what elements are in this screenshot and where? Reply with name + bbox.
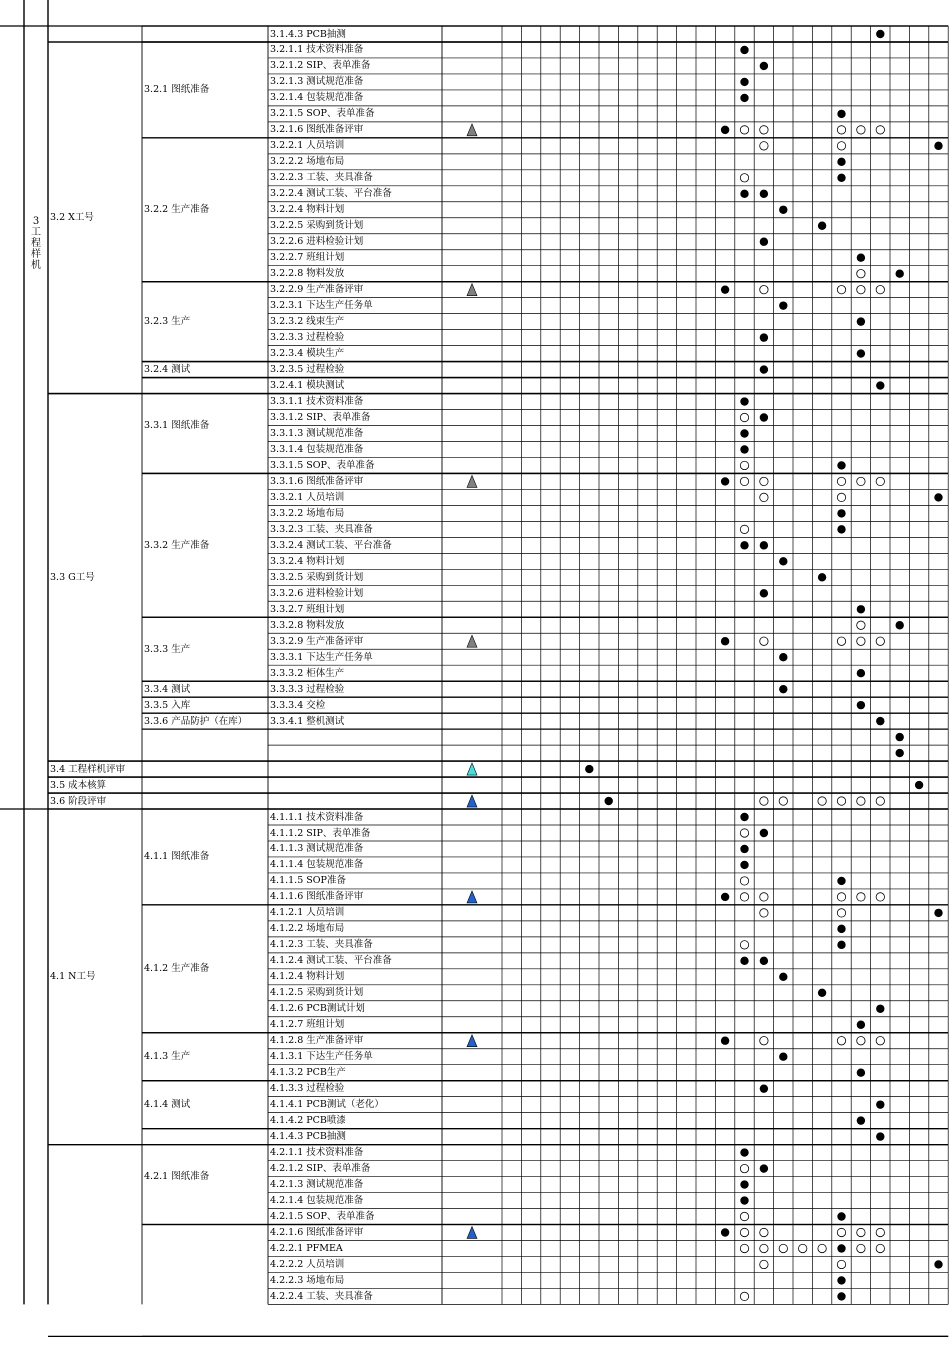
filled-dot-icon (837, 1292, 845, 1300)
filled-dot-icon (837, 110, 845, 118)
hollow-dot-icon (779, 797, 787, 805)
milestone-triangle-icon (467, 763, 477, 775)
level3-label: 3.2.1 图纸准备 (144, 84, 210, 96)
task-label: 3.3.2.7 班组计划 (270, 603, 345, 615)
filled-dot-icon (721, 893, 729, 901)
group-label: 3 工 程 样 机 (31, 216, 41, 271)
level2-label: 3.5 成本核算 (50, 779, 107, 791)
filled-dot-icon (740, 445, 748, 453)
hollow-dot-icon (740, 1228, 748, 1236)
task-label: 4.1.4.2 PCB喷漆 (270, 1115, 346, 1127)
filled-dot-icon (760, 829, 768, 837)
hollow-dot-icon (857, 1228, 865, 1236)
hollow-dot-icon (740, 126, 748, 134)
task-label: 4.2.1.3 测试规范准备 (270, 1179, 364, 1191)
filled-dot-icon (837, 877, 845, 885)
filled-dot-icon (779, 557, 787, 565)
task-label: 4.1.3.2 PCB生产 (270, 1067, 346, 1079)
task-label: 3.3.1.6 图纸准备评审 (270, 475, 364, 487)
hollow-dot-icon (876, 1037, 884, 1045)
filled-dot-icon (721, 285, 729, 293)
task-label: 3.3.1.1 技术资料准备 (270, 396, 364, 408)
hollow-dot-icon (818, 797, 826, 805)
task-label: 3.3.2.5 采购到货计划 (270, 571, 364, 583)
task-label: 3.2.4.1 模块测试 (270, 380, 345, 392)
hollow-dot-icon (837, 1228, 845, 1236)
hollow-dot-icon (818, 1244, 826, 1252)
hollow-dot-icon (876, 1228, 884, 1236)
task-label: 4.2.1.1 技术资料准备 (270, 1147, 364, 1159)
filled-dot-icon (760, 589, 768, 597)
task-label: 3.2.1.2 SIP、表单准备 (270, 60, 371, 72)
task-label: 3.2.3.1 下达生产任务单 (270, 300, 373, 312)
task-label: 3.3.2.4 物料计划 (270, 555, 345, 567)
filled-dot-icon (721, 126, 729, 134)
task-label: 4.2.1.4 包装规范准备 (270, 1195, 364, 1207)
milestone-triangle-icon (467, 891, 477, 903)
task-label: 4.2.2.4 工装、夹具准备 (270, 1290, 373, 1302)
milestone-triangle-icon (467, 284, 477, 296)
task-label: 4.2.2.3 场地布局 (270, 1274, 345, 1286)
task-label: 3.2.2.7 班组计划 (270, 252, 345, 264)
task-label: 4.1.3.3 过程检验 (270, 1083, 345, 1095)
hollow-dot-icon (837, 909, 845, 917)
task-label: 3.2.2.4 物料计划 (270, 204, 345, 216)
level3-label: 3.3.4 测试 (144, 683, 191, 695)
milestone-triangle-icon (467, 1035, 477, 1047)
level2-label: 3.2 X工号 (50, 212, 94, 224)
filled-dot-icon (760, 190, 768, 198)
hollow-dot-icon (760, 1260, 768, 1268)
filled-dot-icon (857, 349, 865, 357)
task-label: 4.1.1.4 包装规范准备 (270, 859, 364, 871)
level3-label: 4.1.3 生产 (144, 1051, 191, 1063)
hollow-dot-icon (740, 829, 748, 837)
filled-dot-icon (740, 78, 748, 86)
hollow-dot-icon (740, 1244, 748, 1252)
filled-dot-icon (818, 573, 826, 581)
task-label: 3.3.2.8 物料发放 (270, 619, 345, 631)
hollow-dot-icon (857, 1037, 865, 1045)
filled-dot-icon (837, 925, 845, 933)
filled-dot-icon (740, 46, 748, 54)
task-label: 3.2.3.5 过程检验 (270, 364, 345, 376)
filled-dot-icon (818, 989, 826, 997)
hollow-dot-icon (837, 493, 845, 501)
filled-dot-icon (721, 1037, 729, 1045)
task-label: 4.1.2.8 生产准备评审 (270, 1035, 364, 1047)
level2-label: 3.3 G工号 (50, 571, 95, 583)
task-label: 4.1.4.1 PCB测试（老化） (270, 1099, 384, 1111)
hollow-dot-icon (876, 126, 884, 134)
task-label: 4.1.2.4 测试工装、平台准备 (270, 955, 392, 967)
task-label: 3.2.1.1 技术资料准备 (270, 44, 364, 56)
filled-dot-icon (837, 1212, 845, 1220)
filled-dot-icon (779, 206, 787, 214)
hollow-dot-icon (760, 126, 768, 134)
task-label: 3.3.1.5 SOP、表单准备 (270, 459, 375, 471)
task-label: 4.1.2.4 物料计划 (270, 971, 345, 983)
filled-dot-icon (837, 1276, 845, 1284)
hollow-dot-icon (837, 893, 845, 901)
task-label: 3.2.1.6 图纸准备评审 (270, 124, 364, 136)
task-label: 4.2.1.5 SOP、表单准备 (270, 1211, 375, 1223)
level3-label: 3.3.3 生产 (144, 643, 191, 655)
task-label: 4.1.4.3 PCB抽测 (270, 1131, 346, 1143)
task-label: 3.2.2.6 进料检验计划 (270, 236, 364, 248)
filled-dot-icon (857, 1021, 865, 1029)
task-label: 3.2.3.3 过程检验 (270, 332, 345, 344)
milestone-triangle-icon (467, 635, 477, 647)
hollow-dot-icon (740, 477, 748, 485)
filled-dot-icon (605, 797, 613, 805)
task-label: 3.1.4.3 PCB抽测 (270, 28, 346, 40)
task-label: 3.2.2.1 人员培训 (270, 140, 345, 152)
task-label: 3.2.1.4 包装规范准备 (270, 92, 364, 104)
filled-dot-icon (740, 861, 748, 869)
level3-label: 3.3.5 入库 (144, 699, 191, 711)
hollow-dot-icon (837, 477, 845, 485)
filled-dot-icon (896, 621, 904, 629)
level3-label: 3.3.1 图纸准备 (144, 420, 210, 431)
filled-dot-icon (760, 541, 768, 549)
task-label: 3.3.2.9 生产准备评审 (270, 635, 364, 647)
hollow-dot-icon (876, 1244, 884, 1252)
level3-label: 3.2.4 测试 (144, 364, 191, 376)
hollow-dot-icon (857, 637, 865, 645)
hollow-dot-icon (857, 797, 865, 805)
filled-dot-icon (740, 429, 748, 437)
filled-dot-icon (740, 190, 748, 198)
task-label: 3.2.2.5 采购到货计划 (270, 220, 364, 232)
filled-dot-icon (857, 317, 865, 325)
filled-dot-icon (896, 733, 904, 741)
milestone-triangle-icon (467, 475, 477, 487)
task-label: 3.2.2.3 工装、夹具准备 (270, 172, 373, 184)
task-label: 4.1.2.1 人员培训 (270, 907, 345, 919)
hollow-dot-icon (837, 797, 845, 805)
task-label: 4.1.1.1 技术资料准备 (270, 811, 364, 823)
level2-label: 3.4 工程样机评审 (50, 763, 126, 775)
filled-dot-icon (837, 174, 845, 182)
filled-dot-icon (934, 1260, 942, 1268)
hollow-dot-icon (760, 1244, 768, 1252)
hollow-dot-icon (760, 493, 768, 501)
filled-dot-icon (896, 749, 904, 757)
filled-dot-icon (837, 941, 845, 949)
task-label: 3.3.1.2 SIP、表单准备 (270, 412, 371, 424)
hollow-dot-icon (857, 477, 865, 485)
filled-dot-icon (760, 957, 768, 965)
hollow-dot-icon (740, 174, 748, 182)
filled-dot-icon (721, 637, 729, 645)
hollow-dot-icon (760, 909, 768, 917)
hollow-dot-icon (740, 1164, 748, 1172)
hollow-dot-icon (857, 621, 865, 629)
task-label: 4.1.2.6 PCB测试计划 (270, 1003, 365, 1015)
task-label: 3.3.1.4 包装规范准备 (270, 443, 364, 455)
task-label: 4.1.2.2 场地布局 (270, 923, 345, 935)
filled-dot-icon (857, 1068, 865, 1076)
filled-dot-icon (760, 333, 768, 341)
filled-dot-icon (760, 62, 768, 70)
hollow-dot-icon (760, 893, 768, 901)
task-label: 3.2.2.9 生产准备评审 (270, 284, 364, 296)
level3-label: 3.2.2 生产准备 (144, 204, 210, 216)
filled-dot-icon (760, 365, 768, 373)
filled-dot-icon (876, 381, 884, 389)
hollow-dot-icon (740, 1212, 748, 1220)
filled-dot-icon (760, 1084, 768, 1092)
filled-dot-icon (740, 1196, 748, 1204)
hollow-dot-icon (740, 941, 748, 949)
filled-dot-icon (934, 493, 942, 501)
hollow-dot-icon (740, 413, 748, 421)
task-label: 4.2.2.1 PFMEA (270, 1242, 343, 1254)
hollow-dot-icon (760, 142, 768, 150)
hollow-dot-icon (760, 1037, 768, 1045)
filled-dot-icon (876, 1132, 884, 1140)
hollow-dot-icon (779, 1244, 787, 1252)
task-label: 4.1.2.7 班组计划 (270, 1019, 345, 1031)
filled-dot-icon (740, 1148, 748, 1156)
hollow-dot-icon (740, 877, 748, 885)
task-label: 3.2.2.2 场地布局 (270, 156, 345, 168)
level3-label: 4.1.1 图纸准备 (144, 851, 210, 863)
level3-label: 3.3.6 产品防护（在库） (144, 715, 248, 727)
task-label: 3.3.3.2 柜体生产 (270, 667, 345, 679)
hollow-dot-icon (837, 126, 845, 134)
task-label: 3.2.1.5 SOP、表单准备 (270, 108, 375, 120)
hollow-dot-icon (857, 269, 865, 277)
hollow-dot-icon (876, 637, 884, 645)
hollow-dot-icon (857, 285, 865, 293)
task-label: 4.1.1.6 图纸准备评审 (270, 891, 364, 903)
filled-dot-icon (837, 525, 845, 533)
hollow-dot-icon (760, 797, 768, 805)
filled-dot-icon (740, 1180, 748, 1188)
filled-dot-icon (585, 765, 593, 773)
filled-dot-icon (837, 158, 845, 166)
hollow-dot-icon (857, 893, 865, 901)
hollow-dot-icon (876, 797, 884, 805)
filled-dot-icon (896, 269, 904, 277)
hollow-dot-icon (837, 142, 845, 150)
hollow-dot-icon (837, 1037, 845, 1045)
task-label: 4.1.1.2 SIP、表单准备 (270, 827, 371, 839)
filled-dot-icon (760, 238, 768, 246)
level3-label: 4.2.1 图纸准备 (144, 1171, 210, 1183)
task-label: 4.1.2.3 工装、夹具准备 (270, 939, 373, 951)
hollow-dot-icon (760, 285, 768, 293)
task-label: 3.3.2.2 场地布局 (270, 507, 345, 519)
task-label: 4.1.2.5 采购到货计划 (270, 987, 364, 999)
filled-dot-icon (818, 222, 826, 230)
task-label: 3.3.2.3 工装、夹具准备 (270, 523, 373, 535)
filled-dot-icon (760, 1164, 768, 1172)
hollow-dot-icon (876, 893, 884, 901)
task-label: 4.2.2.2 人员培训 (270, 1258, 345, 1270)
filled-dot-icon (740, 94, 748, 102)
filled-dot-icon (740, 845, 748, 853)
hollow-dot-icon (837, 637, 845, 645)
level3-label: 4.1.4 测试 (144, 1099, 191, 1111)
hollow-dot-icon (876, 285, 884, 293)
task-label: 3.3.2.4 测试工装、平台准备 (270, 539, 392, 551)
task-label: 3.2.2.8 物料发放 (270, 268, 345, 280)
filled-dot-icon (740, 541, 748, 549)
hollow-dot-icon (857, 1244, 865, 1252)
task-label: 3.3.2.1 人员培训 (270, 491, 345, 503)
task-label: 3.3.3.3 过程检验 (270, 683, 345, 695)
task-label: 3.2.3.2 线束生产 (270, 316, 345, 328)
task-label: 4.1.1.3 测试规范准备 (270, 843, 364, 855)
filled-dot-icon (779, 301, 787, 309)
filled-dot-icon (857, 254, 865, 262)
task-label: 3.2.3.4 模块生产 (270, 348, 345, 360)
hollow-dot-icon (740, 461, 748, 469)
hollow-dot-icon (799, 1244, 807, 1252)
task-label: 3.3.4.1 整机测试 (270, 715, 345, 727)
filled-dot-icon (857, 1116, 865, 1124)
filled-dot-icon (779, 685, 787, 693)
level2-label: 4.1 N工号 (50, 971, 96, 983)
filled-dot-icon (779, 1053, 787, 1061)
hollow-dot-icon (837, 285, 845, 293)
filled-dot-icon (857, 605, 865, 613)
filled-dot-icon (876, 1100, 884, 1108)
hollow-dot-icon (760, 637, 768, 645)
hollow-dot-icon (876, 477, 884, 485)
task-label: 3.2.2.4 测试工装、平台准备 (270, 188, 392, 200)
filled-dot-icon (876, 717, 884, 725)
hollow-dot-icon (740, 893, 748, 901)
filled-dot-icon (857, 701, 865, 709)
hollow-dot-icon (760, 477, 768, 485)
filled-dot-icon (760, 413, 768, 421)
filled-dot-icon (740, 813, 748, 821)
hollow-dot-icon (740, 1292, 748, 1300)
filled-dot-icon (934, 142, 942, 150)
filled-dot-icon (740, 397, 748, 405)
hollow-dot-icon (857, 126, 865, 134)
level2-label: 3.6 阶段评审 (50, 795, 107, 807)
task-label: 3.3.3.1 下达生产任务单 (270, 651, 373, 663)
filled-dot-icon (876, 1005, 884, 1013)
task-label: 3.3.2.6 进料检验计划 (270, 587, 364, 599)
filled-dot-icon (837, 1244, 845, 1252)
task-label: 4.1.3.1 下达生产任务单 (270, 1051, 373, 1063)
filled-dot-icon (740, 957, 748, 965)
level3-label: 3.2.3 生产 (144, 316, 191, 328)
filled-dot-icon (837, 461, 845, 469)
filled-dot-icon (876, 30, 884, 38)
task-label: 4.2.1.2 SIP、表单准备 (270, 1163, 371, 1175)
filled-dot-icon (915, 781, 923, 789)
filled-dot-icon (934, 909, 942, 917)
milestone-triangle-icon (467, 124, 477, 136)
hollow-dot-icon (760, 1228, 768, 1236)
filled-dot-icon (779, 973, 787, 981)
filled-dot-icon (837, 509, 845, 517)
task-label: 4.2.1.6 图纸准备评审 (270, 1227, 364, 1238)
level3-label: 3.3.2 生产准备 (144, 539, 210, 551)
filled-dot-icon (721, 1228, 729, 1236)
hollow-dot-icon (740, 525, 748, 533)
milestone-triangle-icon (467, 1226, 477, 1238)
task-label: 3.3.1.3 测试规范准备 (270, 428, 364, 439)
level3-label: 4.1.2 生产准备 (144, 963, 210, 975)
task-label: 4.1.1.5 SOP准备 (270, 875, 346, 887)
hollow-dot-icon (837, 1260, 845, 1268)
filled-dot-icon (779, 653, 787, 661)
filled-dot-icon (857, 669, 865, 677)
milestone-triangle-icon (467, 795, 477, 807)
filled-dot-icon (721, 477, 729, 485)
task-label: 3.2.1.3 测试规范准备 (270, 76, 364, 88)
task-label: 3.3.3.4 交检 (270, 699, 326, 711)
